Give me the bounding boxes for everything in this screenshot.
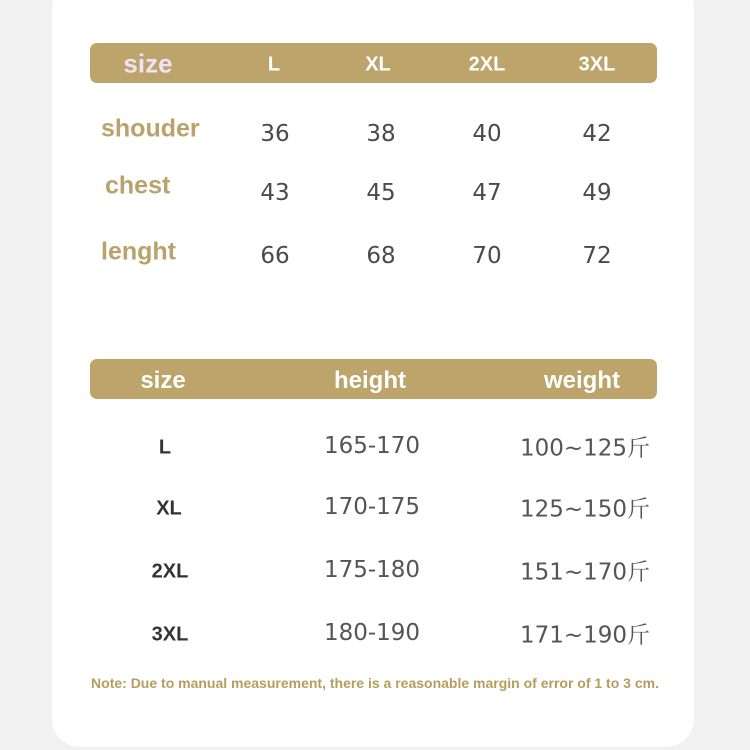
- shoulder-3xl-value: 42: [582, 121, 612, 147]
- measure-header-xl: XL: [365, 53, 391, 76]
- length-xl-value: 68: [366, 243, 396, 269]
- fit-header-height: height: [334, 367, 406, 394]
- fit-header-size: size: [140, 367, 186, 394]
- length-l-value: 66: [260, 243, 290, 269]
- fit-header-weight: weight: [544, 367, 620, 394]
- length-3xl-value: 72: [582, 243, 612, 269]
- measurement-note: Note: Due to manual measurement, there is a reasonable margin of error of 1 to 3 cm.: [91, 675, 659, 691]
- fit-size-2xl: 2XL: [151, 560, 189, 583]
- row-label-chest: chest: [105, 171, 171, 200]
- measure-header-3xl: 3XL: [578, 53, 616, 76]
- row-label-length: lenght: [101, 237, 176, 266]
- length-2xl-value: 70: [472, 243, 502, 269]
- fit-weight-2xl: 151~170斤: [519, 559, 651, 586]
- row-label-shoulder: shouder: [101, 114, 200, 143]
- fit-weight-3xl: 171~190斤: [519, 622, 651, 649]
- chest-3xl-value: 49: [582, 180, 612, 206]
- measure-header-2xl: 2XL: [468, 53, 506, 76]
- measure-header-l: L: [267, 53, 281, 76]
- fit-height-l: 165-170: [323, 433, 421, 459]
- fit-size-l: L: [158, 436, 172, 459]
- shoulder-l-value: 36: [260, 121, 290, 147]
- fit-height-2xl: 175-180: [323, 557, 421, 583]
- chest-xl-value: 45: [366, 180, 396, 206]
- fit-size-xl: XL: [156, 497, 182, 520]
- measure-header-size: size: [123, 48, 173, 79]
- fit-weight-xl: 125~150斤: [519, 496, 651, 523]
- shoulder-2xl-value: 40: [472, 121, 502, 147]
- fit-height-xl: 170-175: [323, 494, 421, 520]
- fit-weight-l: 100~125斤: [519, 435, 651, 462]
- shoulder-xl-value: 38: [366, 121, 396, 147]
- chest-2xl-value: 47: [472, 180, 502, 206]
- fit-size-3xl: 3XL: [151, 623, 189, 646]
- fit-height-3xl: 180-190: [323, 620, 421, 646]
- chest-l-value: 43: [260, 180, 290, 206]
